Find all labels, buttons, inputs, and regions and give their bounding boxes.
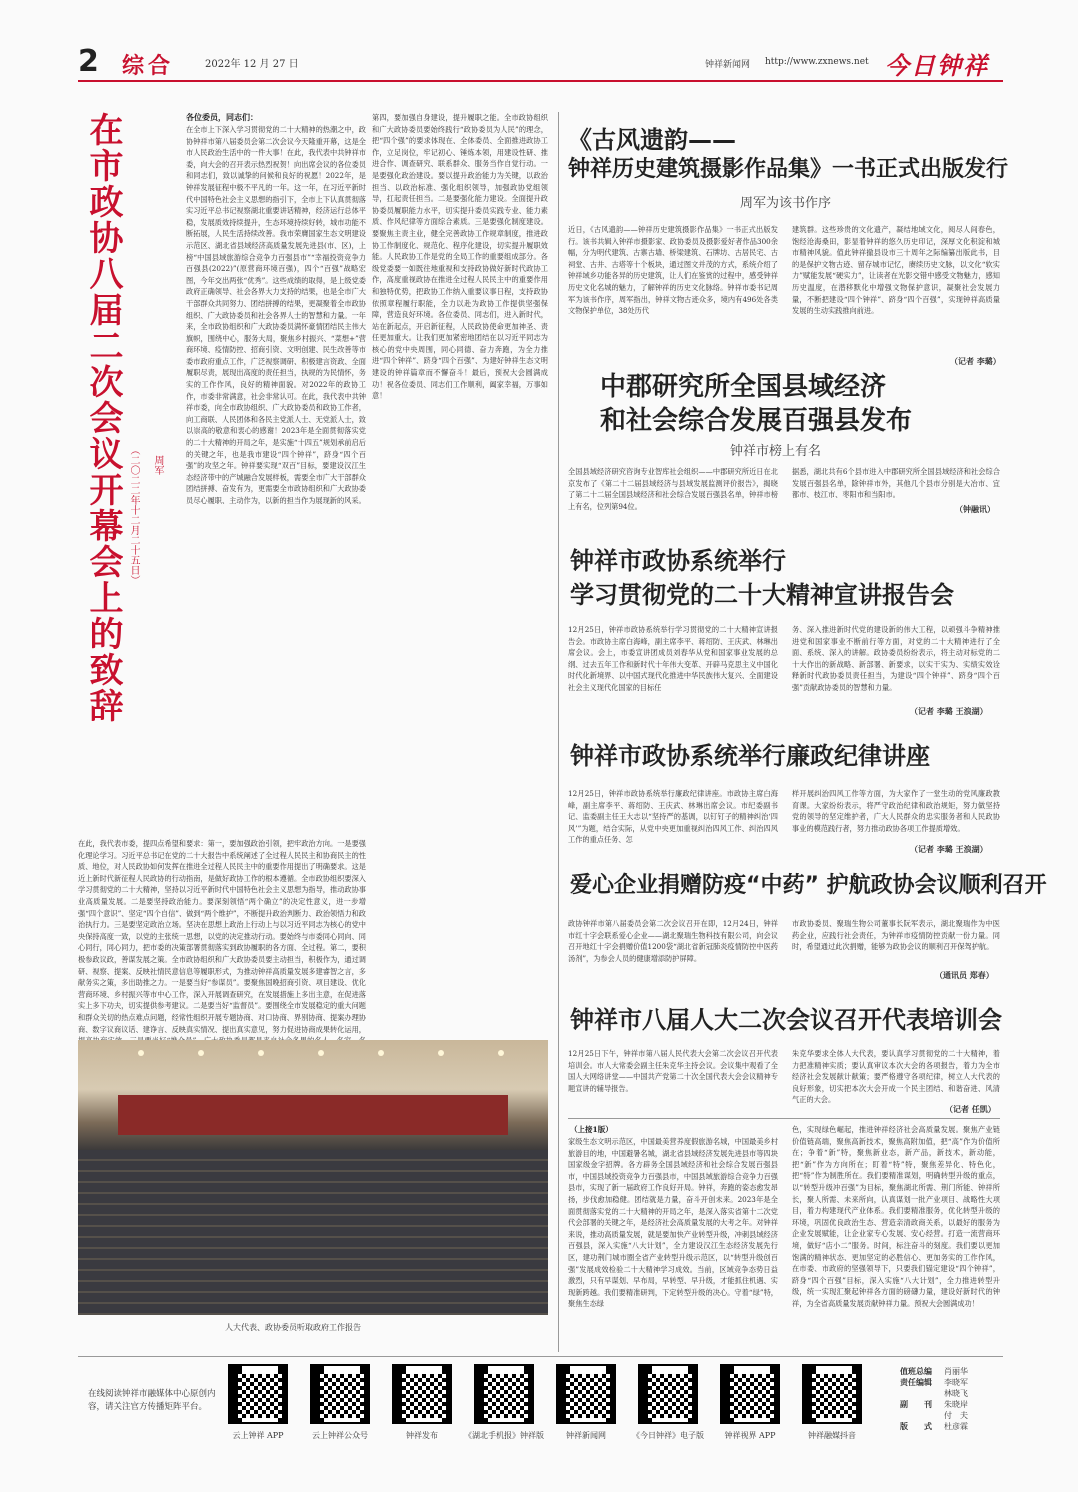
lead-date: （二〇二二年十二月二十五日） (128, 445, 139, 585)
staff-role: 副 刊 (900, 1399, 932, 1409)
article2-title-line2: 和社会综合发展百强县发布 (600, 406, 913, 436)
article3-title-line2: 学习贯彻党的二十大精神宣讲报告会 (570, 581, 954, 609)
qr-label: 《湖北手机报》钟祥版 (464, 1431, 544, 1440)
article2-byline: （钟融讯） (955, 504, 995, 514)
staff-name: 付 夫 (944, 1411, 968, 1420)
article3-body-left: 12月25日，钟祥市政协系统举行学习贯彻党的二十大精神宣讲报告会。市政协主席白海峰，副主席李平、蒋绍防、王庆武、林琳出席会议。会上，市委宣讲团成员刘春华从党和国家事业发展的总纲、过去五年工作和新时代十年伟大变革、开辟马克思主义中国化时代化新境界、以中国式现代化推进中华民族伟大复兴、全面建设社会主义现代化国家的目标任 (568, 625, 778, 692)
article4-title: 钟祥市政协系统举行廉政纪律讲座 (570, 742, 930, 770)
staff-role: 值班总编 (900, 1366, 932, 1376)
continuation-text-left: 家级生态文明示范区，中国最美营养度假旅游名城，中国最美乡村旅游目的地，中国避暑名城，湖北省县域经济发展先进县市等四块国家级金字招牌。各方辟务全国县域经济和社会综合发展百强县市，中国县域投资竞争力百强县市，中国县域旅游综合竞争力百强县市，实现了新一届政府工作良好开局。钟祥，奔跑的姿态愈发昂扬，步伐愈加稳健。团结就是力量，奋斗开创未来。2023年是全面贯彻落实党的二十大精神的开局之年，是深入落实省第十二次党代会部署的关键之年，是经济社会高质量发展的大考之年。对钟祥来说，推动高质量发展，就是要加快产业转型升级，冲刺县域经济百强县，深入实施“八大计划”，全力建设汉江生态经济发展先行区，建功荆门城市圈全省产业转型升级示范区，以“转型升级创百强”发展成效检验二十大精神学习成效。当前，区域竞争态势日益激烈，只有早谋划、早布局，早转型、早升级，才能抓住机遇、实现新跨越。我们要精准研判，下定转型升级的决心。守着“绿”特，聚焦生态绿 (568, 1137, 778, 1309)
qr-label: 《今日钟祥》电子版 (632, 1431, 704, 1440)
qr-label: 云上钟祥 APP (232, 1431, 284, 1440)
article6-byline: （记者 任凯） (945, 1104, 996, 1114)
staff-name: 肖丽华 (944, 1367, 968, 1376)
section-label: 综合 (122, 54, 175, 79)
article5-title: 爱心企业捐赠防疫“中药” 护航政协会议顺利召开 (570, 873, 1047, 898)
qr-strip (228, 1364, 888, 1484)
article5-byline: （通讯员 郑春） (935, 970, 994, 980)
qr-code[interactable] (392, 1364, 452, 1424)
article1-subtitle: 周军为该书作序 (740, 196, 832, 211)
meeting-photo (78, 1040, 548, 1315)
section-divider (568, 1118, 1000, 1119)
staff-name: 林晓飞 (944, 1389, 968, 1398)
lead-headline: 在市政协八届二次会议开幕会上的致辞 (83, 112, 123, 724)
qr-label: 钟祥新闻网 (566, 1431, 606, 1440)
staff-name: 杜彦霖 (944, 1422, 968, 1431)
article1-body-left: 近日，《古风遗韵——钟祥历史建筑摄影作品集》一书正式出版发行。该书共辑入钟祥市摄影家、政协委员及摄影爱好者作品300余幅，分为明代建筑、古寨古墙、桥梁建筑、石牌坊、古居民宅、古祠堂、古井、古塔等十个板块，通过图文并茂的方式，系统介绍了钟祥域乡功能各异的历史建筑，让人们在鉴赏的过程中，感受钟祥历史文化名城的魅力，了解钟祥的历史文化脉络。钟祥市委书记周军为该书作序，周军指出，钟祥文物古迹众多，境内有496处各类文物保护单位，38处历代 (568, 225, 778, 316)
footer-notice: 在线阅读钟祥市融媒体中心原创内容，请关注官方传播矩阵平台。 (88, 1389, 216, 1412)
article1-byline: （记者 李璐） (950, 356, 1001, 366)
qr-code[interactable] (310, 1364, 370, 1424)
article2-subtitle: 钟祥市榜上有名 (730, 444, 822, 459)
article5-body-left: 政协钟祥市第八届委员会第二次会议召开在即，12月24日，钟祥市红十字会联系爱心企业——湖北聚瑞生物科技有限公司，向会议召开地红十字会捐赠价值1200袋“湖北省新冠肺炎疫情防控中医药汤剂”，为参会人员的健康增添防护屏障。 (568, 919, 778, 963)
newspaper-logo: 今日钟祥 (885, 51, 989, 80)
article2-title-line1: 中郡研究所全国县域经济 (600, 372, 887, 402)
article4-body-left: 12月25日，钟祥市政协系统举行廉政纪律讲座。市政协主席白海峰，副主席李平、蒋绍防、王庆武、林琳出席会议。市纪委副书记、监委副主任王大志以“坚持严的基调，以钉钉子的精神纠治‘四风’”为题，结合实际，从党中央更加重视纠治四风工作、纠治四风工作的重点任务、怎 (568, 789, 778, 845)
photo-caption: 人大代表、政协委员听取政府工作报告 (225, 1323, 361, 1332)
staff-name: 李晓军 (944, 1378, 968, 1387)
qr-label: 钟祥发布 (406, 1431, 438, 1440)
staff-credits (900, 1366, 1000, 1432)
continuation-lead-in: （上接1版） (570, 1125, 613, 1134)
continuation-text-right: 色，实现绿色崛起，推进钟祥经济社会高质量发展。聚焦产业链价值链高端，聚焦高新技术，聚焦高附加值，把“高”作为价值所在；争着“新”特，聚焦新业态，新产品，新技术，新动能，把“新”作为方向所在；盯着“特”特，聚焦差异化、特色化，把“特”作为制胜所在。我们要精准谋划，明确转型升级的重点，以“转型升级冲百强”为目标，聚焦湖北所需、荆门所能、钟祥所长，聚人所需、未来所向，认真谋划一批产业项目、战略性大项目，着力构建现代产业体系。我们要精准服务，优化转型升级的环境，巩固优良政治生态、营造亲清政商关系，以最好的服务为企业发展赋能，让企业家专心发展、安心经营。打造一流营商环境，做好“店小二”服务。时间，标注奋斗的刻度。我们要以更加饱满的精神状态、更加坚定的必胜信心、更加务实的工作作风，在市委、市政府的坚强领导下，只要我们锚定建设“四个钟祥”，跻身“四个百强”目标，深入实施“八大计划”，全力推进转型升级，统一实现汇聚起钟祥各方面的磅礴力量，建设好新时代的钟祥，为全省高质量发展贡献钟祥力量。预祝大会圆满成功！ (792, 1125, 1000, 1308)
site-url[interactable]: http://www.zxnews.net (765, 57, 869, 67)
article3-title-line1: 钟祥市政协系统举行 (570, 547, 786, 575)
lead-text-col1-bottom: 在此，我代表市委，提四点希望和要求：第一，要加强政治引领，把牢政治方向。一是要强化理论学习。习近平总书记在党的二十大报告中系统阐述了全过程人民民主和协商民主的性质、地位，对人民政协如何发挥在推进全过程人民民主中的重要作用提出了明确要求。这是近上新时代新征程人民政协的行动指南，是做好政协工作的根本遵循。全市政协组织要深入学习贯彻党的二十大精神，坚持以习近平新时代中国特色社会主义思想为指导，推动政协事业高质量发展。二是要坚持政治能力。要深刻领悟“两个确立”的决定性意义，进一步增强“四个意识”、坚定“四个自信”、做到“两个维护”，不断提升政治判断力、政治领悟力和政治执行力。三是要坚定政治立场。坚决在思想上政治上行动上与以习近平同志为核心的党中央保持高度一致，以党的主张统一思想，以党的决定推动行动。要始终与市委同心同向、同心同行，同心同力，把市委的决策部署贯彻落实到政协履职的各方面、全过程。第二，要积极参政议政，善谋发展之策。全市政协组织和广大政协委员要主动担当，积极作为，通过调研、视察、提案、反映社情民意信息等履职形式，为推动钟祥高质量发展多建睿智之言，多献务实之策，多出助推之力。一是要当好“参谋员”。要聚焦国晚招商引资、项目建设、优化营商环境、乡村振兴等市中心工作，深入开展调查研究，在发展措施上多出主意，在促进落实上多下功夫，切实提供参考建议。二是要当好“监督员”。要围绕全市发展稳定的重大问题和群众关切的热点难点问题，经常性组织开展专题协商、对口协商、界别协商、提案办理协商、数字议商议话、建诤言、反映真实情况、提出真实意见，努力促进协商成果转化运用， (78, 839, 366, 1034)
lead-greeting: 各位委员，同志们： (186, 112, 258, 122)
staff-name: 朱晓岸 (944, 1400, 968, 1409)
qr-label: 云上钟祥公众号 (312, 1431, 368, 1440)
article3-body-right: 务、深入推进新时代党的建设新的伟大工程，以顽强斗争精神推进党和国家事业不断前行等方面，对党的二十大精神进行了全面、系统、深入的讲解。政协委员纷纷表示，将主动对标党的二十大作出的新战略、新部署、新要求，以实干实为、实绩实效诠释新时代政协委员责任担当，为建设“四个钟祥”、跻身“四个百强”贡献政协委员的智慧和力量。 (792, 625, 1000, 692)
article4-byline: （记者 李璐 王浪湖） (910, 844, 988, 854)
article1-title-line1: 《古风遗韵—— (568, 126, 736, 154)
staff-role: 版 式 (900, 1421, 932, 1431)
lead-author: 周军 (152, 455, 163, 475)
article6-body-left: 12月25日下午，钟祥市第八届人民代表大会第二次会议召开代表培训会。市人大常委会副主任朱克华主持会议。会议集中观看了全国人大网络讲堂——中国共产党第二十次全国代表大会会议精神专题宣讲的辅导报告。 (568, 1049, 778, 1093)
qr-code[interactable] (228, 1364, 288, 1424)
qr-label: 钟祥融媒抖音 (808, 1431, 856, 1440)
article6-body-right: 朱克华要求全体人大代表，要认真学习贯彻党的二十大精神，着力把准精神实质；要认真审议本次大会的各项报告，着力为全市经济社会发展献计献策；要严格遵守各项纪律，树立人大代表的良好形象，切实把本次大会开成一个民主团结、和谐奋进、风清气正的大会。 (792, 1049, 1000, 1105)
column-divider (558, 112, 559, 1352)
page-number: 2 (78, 44, 99, 79)
qr-label: 钟祥视界 APP (724, 1431, 776, 1440)
article2-body-left: 全国县域经济研究咨询专业智库社会组织——中郡研究所近日在北京发布了《第二十二届县域经济与县域发展监测评价报告》，揭晓了第二十二届全国县域经济和社会综合发展百强县名单，钟祥市榜上有名，位列第94位。 (568, 467, 778, 511)
staff-role: 责任编辑 (900, 1377, 932, 1387)
article6-title: 钟祥市八届人大二次会议召开代表培训会 (570, 1006, 1002, 1034)
article5-body-right: 市政协委员、聚瑞生物公司董事长阮军表示，湖北聚瑞作为中医药企业，应践行社会责任，为钟祥市疫情防控贡献一份力量。同时，希望通过此次捐赠，能够为政协会议的顺利召开保驾护航。 (792, 919, 1000, 952)
lead-text-col2: 第四，要加强自身建设，提升履职之能。全市政协组织和广大政协委员要始终践行“政协委员为人民”的理念，把“四个强”的要求体现在、全体委员、全面推进政协工作，立足岗位，牢记初心、锤炼本领，用建设性研、推进合作、调查研究、联系群众、服务当作自觉行动。一是要强化政治建设。要以提升政治能力为关键，以政治担当、以政治标准、强化组织领导，加强政协党组领导，扛起责任担当。二是要强化能力建设。全面提升政协委员履职能力水平，切实提升委员实践专业、能力素质、作风纪律等方面综合素质。三是要强化制度建设。要聚焦主责主业，健全完善政协工作规章制度，推进政协工作制度化、规范化、程序化建设，切实提升履职效能。人民政协工作是党的全局工作的重要组成部分。各级党委要一如既往地重视和支持政协做好新时代政协工作，高度重视政协在推进全过程人民民主中的重要作用和独特优势，把政协工作纳入重要议事日程，支持政协依照章程履行职能，全力以赴为政协工作提供坚强保障，营造良好环境。各位委员、同志们，进入新时代，站在新起点，开启新征程，人民政协使命更加神圣、责任更加重大。让我们更加紧密地团结在以习近平同志为核心的党中央周围，同心同德、奋力奔跑，为全力推进“四个钟祥”、跻身“四个百强”、为建好钟祥生态文明建设的钟祥篇章而不懈奋斗！最后，预祝大会圆满成功！祝各位委员、同志们工作顺利，阖家幸福，万事如意！ (372, 113, 548, 401)
qr-code[interactable] (474, 1364, 534, 1424)
article1-title-line2: 钟祥历史建筑摄影作品集》一书正式出版发行 (568, 157, 1009, 182)
lead-text-col1: 在全市上下深入学习贯彻党的二十大精神的热潮之中，政协钟祥市第八届委员会第二次会议今天隆重开幕，这是全市人民政治生活中的一件大事！在此，我代表中共钟祥市委，向大会的召开表示热烈祝贺！向出席会议的各位委员和同志们，致以诚挚的问候和良好的祝愿！2022年，是钟祥发展征程中极不平凡的一年。这一年，在习近平新时代中国特色社会主义思想的指引下，全市上下认真贯彻落实习近平总书记视察湖北重要讲话精神，经济运行总体平稳，发展质效持续提升，生态环境持续好转，城市功能不断拓展，人民生活持续改善。我市荣膺国家生态文明建设示范区、湖北省县域经济高质量发展先进县(市、区)，上榜“中国县域旅游综合竞争力百强县市”“幸福投资竞争力百强县(2022)”(原营商环境百强)，四个“百强”战略宏图，今年交出两张“优秀”。这些成绩的取得，是上级党委政府正确领导、社会各界大力支持的结果，也是全市广大干部群众共同努力、团结拼搏的结果，更凝聚着全市政协组织、广大政协委员和社会各界人士的智慧和力量。一年来，全市政协组织和广大政协委员满怀豪情团结民主伟大旗帜，围绕中心，服务大局，聚焦乡村振兴、“菜想+”营商环境、疫情防控、招商引资、文明创建、民生改善等市委市政府重点工作，广泛视察调研、积极建言资政、全面履职尽责，展现出高度的责任担当，执规的为民情怀，务实的工作作风，良好的精神面貌。对2022年的政协工作，市委非常满意，社会非常认可。在此，我代表中共钟祥市委，向全市政协组织、广大政协委员和政协工作者，向工商联、人民团体和各民主党派人士、无党派人士，致以崇高的敬意和衷心的感谢！2023年是全面贯彻落实党的二十大精神的开局之年，是实施“十四五”规划承前启后的关键之年，也是我市建设“四个钟祥”，跻身“四个百强”的攻坚之年。钟祥要实现“双百”目标，要建设汉江生态经济带中的产城融合发展样板，需要全市广大干部群众团结拼搏、奋发有为，更需要全市政协组织和广大政协委员尽心履职、主动作为，以新的担当作为展现新的风采。 (186, 125, 366, 505)
site-name: 钟祥新闻网 (705, 60, 751, 70)
issue-date: 2022年 12 月 27 日 (205, 59, 299, 70)
article1-body-right: 建筑群。这些珍贵的文化遗产，凝结地域文化，阅尽人间春色，饱经沧海桑田，影显着钟祥的悠久历史印记，深厚文化积淀和城市精神风貌。值此钟祥撤县设市三十周年之际编纂出版此书，目的是保护文物古迹、留存城市记忆，赓续历史文脉，以文化“软实力”赋能发展“硬实力”，让读者在光影交错中感受文物魅力，感知历史温度，在潜移默化中增强文物保护意识，凝聚社会发展力量，不断把建设“四个钟祥”、跻身“四个百强”，实现钟祥高质量发展的生动实践推向前进。 (792, 225, 1000, 316)
qr-code[interactable] (556, 1364, 616, 1424)
qr-code[interactable] (802, 1364, 862, 1424)
qr-code[interactable] (638, 1364, 698, 1424)
article2-body-right: 据悉，湖北共有6个县市进入中郡研究所全国县域经济和社会综合发展百强县名单，除钟祥市外，其他几个县市分别是大冶市、宜都市、枝江市、枣阳市和当阳市。 (792, 467, 1000, 500)
qr-code[interactable] (720, 1364, 780, 1424)
footer-rule (78, 1356, 1003, 1357)
header-rule (78, 80, 1003, 82)
article3-byline: （记者 李璐 王浪湖） (910, 706, 988, 716)
article4-body-right: 样开展纠治四风工作等方面，为大家作了一堂生动的党风廉政教育课。大家纷纷表示，将严守政治纪律和政治规矩，努力做坚持党的领导的坚定维护者，广大人民群众的忠实服务者和人民政协事业的模范践行者，努力推动政协各项工作提质增效。 (792, 789, 1000, 833)
